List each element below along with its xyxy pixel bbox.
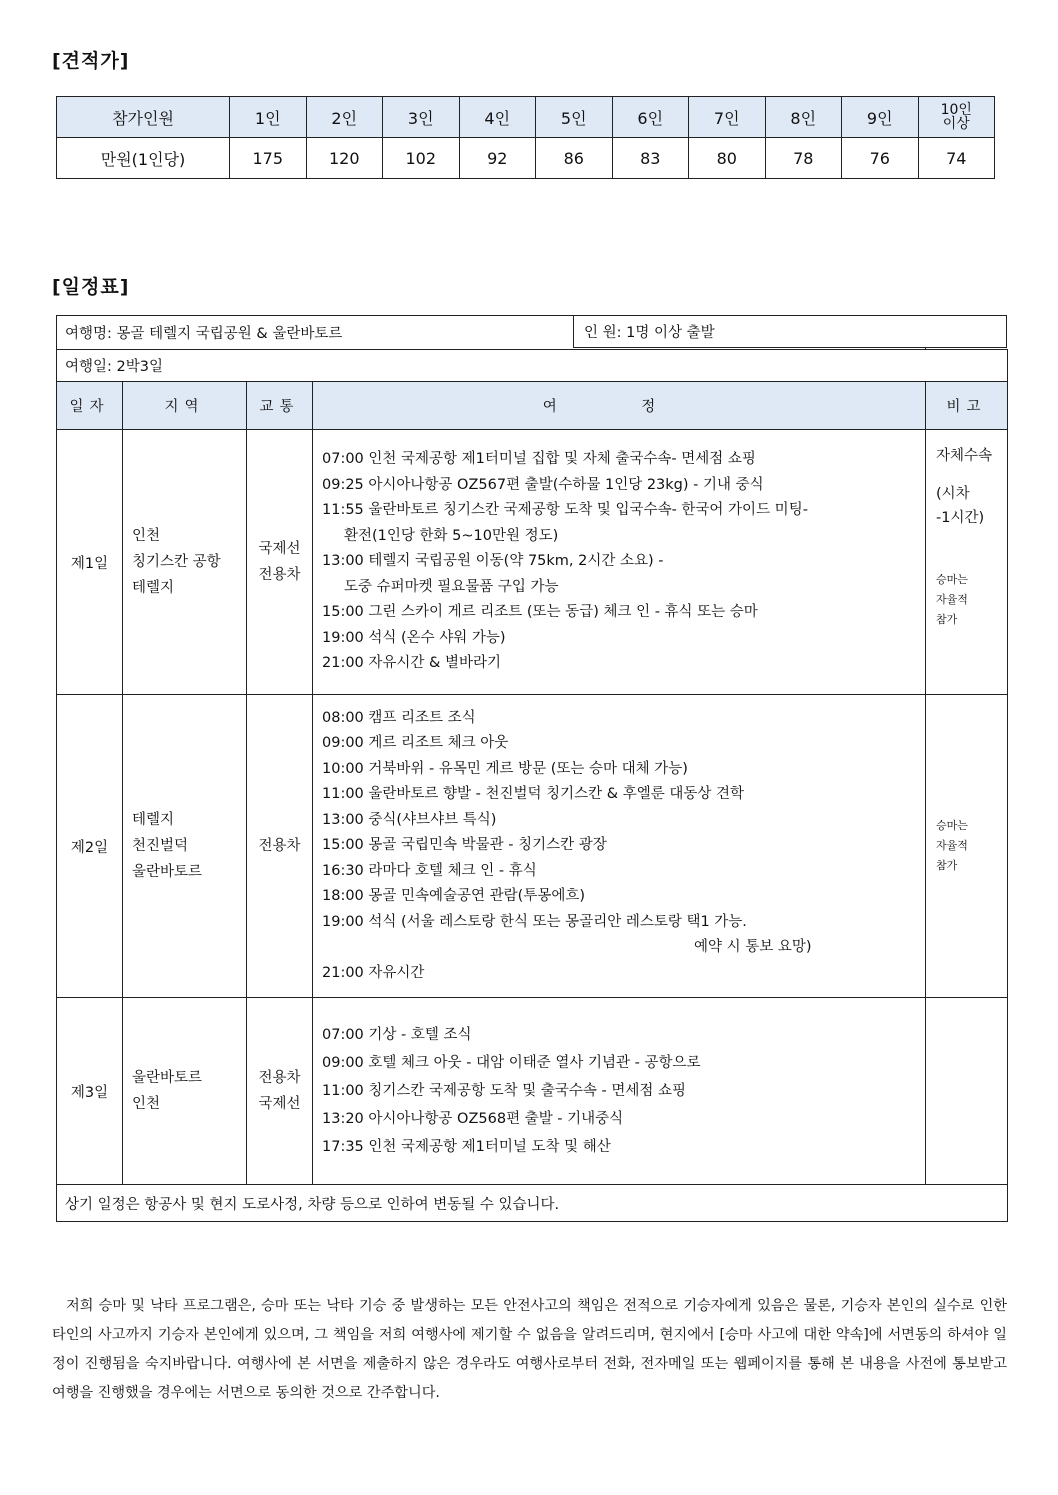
price-header-cell: 7인	[689, 97, 766, 138]
trip-name: 여행명: 몽골 테렐지 국립공원 & 울란바토르	[57, 316, 926, 350]
area-line: 천진벌덕	[132, 838, 189, 854]
schedule-day-row	[57, 430, 1008, 695]
area-line: 인천	[132, 1096, 161, 1112]
itinerary-line: 도중 슈퍼마켓 필요물품 구입 가능	[344, 578, 559, 595]
price-header-row	[57, 97, 995, 138]
day-label: 제2일	[57, 695, 123, 998]
transport-line: 전용차	[258, 838, 301, 854]
remarks-small-text: 참가	[936, 613, 958, 626]
itinerary-cell	[313, 998, 926, 1185]
price-table	[56, 96, 995, 179]
transport-line: 국제선	[258, 541, 301, 557]
header-itinerary: 여 정	[313, 382, 926, 430]
price-value-cell: 83	[612, 138, 689, 179]
price-value-cell: 102	[383, 138, 460, 179]
itinerary-line: 09:00 게르 리조트 체크 아웃	[322, 735, 509, 752]
remarks-small-text: 자율적	[936, 839, 968, 852]
itinerary-line: 21:00 자유시간	[322, 964, 425, 981]
price-value-cell: 86	[536, 138, 613, 179]
itinerary-line: 11:00 칭기스칸 국제공항 도착 및 출국수속 - 면세점 쇼핑	[322, 1083, 687, 1099]
remarks-small-text: 참가	[936, 859, 958, 872]
price-header-cell-10plus	[918, 97, 995, 138]
itinerary-line: 13:00 테렐지 국립공원 이동(약 75km, 2시간 소요) -	[322, 553, 664, 570]
price-value-cell: 120	[306, 138, 383, 179]
area-line: 울란바토르	[132, 864, 203, 880]
transport-cell	[247, 695, 313, 998]
area-line: 인천	[132, 528, 161, 544]
transport-cell	[247, 430, 313, 695]
price-value-cell: 92	[459, 138, 536, 179]
price-value-row	[57, 138, 995, 179]
header-transport: 교통	[247, 382, 313, 430]
transport-line: 전용차	[258, 567, 301, 583]
area-line: 테렐지	[132, 580, 175, 596]
trip-people-cell	[573, 315, 1007, 348]
day-label: 제3일	[57, 998, 123, 1185]
price-header-cell: 1인	[230, 97, 307, 138]
schedule-note: 상기 일정은 항공사 및 현지 도로사정, 차량 등으로 인하여 변동될 수 있습니다.	[57, 1185, 1008, 1222]
riding-disclaimer	[52, 1292, 1007, 1408]
transport-cell	[247, 998, 313, 1185]
schedule-table	[56, 315, 1008, 1222]
disclaimer-text: 저희 승마 및 낙타 프로그램은, 승마 또는 낙타 기승 중 발생하는 모든 안전사고의 책임은 전적으로 기승자에게 있음은 물론, 기승자 본인의 실수로 인한 타인의 사고까지 기승자 본인에게 있으며, 그 책임을 저희 여행사에 제기할 수 없음을 알려드리며, 현지에서 [승마 사고에 대한 약속]에 서면동의 하셔야 일정이 진행됨을 숙지바랍니다. 여행사에 본 서면을 제출하지 않은 경우라도 여행사로부터 전화, 전자메일 또는 웹페이지를 통해 본 내용을 사전에 통보받고 여행을 진행했을 경우에는 서면으로 동의한 것으로 간주합니다.	[52, 1298, 1007, 1401]
itinerary-line: 13:20 아시아나항공 OZ568편 출발 - 기내중식	[322, 1111, 624, 1127]
itinerary-line: 08:00 캠프 리조트 조식	[322, 709, 476, 726]
header-area: 지역	[123, 382, 247, 430]
itinerary-cell	[313, 695, 926, 998]
itinerary-line: 07:00 기상 - 호텔 조식	[322, 1027, 472, 1043]
price-header-cell: 참가인원	[57, 97, 230, 138]
day-label: 제1일	[57, 430, 123, 695]
itinerary-line: 18:00 몽골 민속예술공연 관람(투몽에흐)	[322, 888, 586, 905]
itinerary-line: 21:00 자유시간 & 별바라기	[322, 655, 501, 672]
itinerary-line: 11:55 울란바토르 칭기스칸 국제공항 도착 및 입국수속- 한국어 가이드 미팅-	[322, 502, 808, 519]
quote-section-title: [견적가]	[52, 50, 130, 72]
schedule-section-title: [일정표]	[52, 276, 130, 298]
area-line: 울란바토르	[132, 1070, 203, 1086]
itinerary-line: 16:30 라마다 호텔 체크 인 - 휴식	[322, 862, 537, 879]
itinerary-line: 10:00 거북바위 - 유목민 게르 방문 (또는 승마 대체 가능)	[322, 760, 688, 777]
itinerary-cell	[313, 430, 926, 695]
schedule-header-row	[57, 382, 1008, 430]
schedule-note-row	[57, 1185, 1008, 1222]
itinerary-line: 09:00 호텔 체크 아웃 - 대암 이태준 열사 기념관 - 공항으로	[322, 1055, 701, 1071]
price-value-cell: 175	[230, 138, 307, 179]
price-value-cell: 76	[842, 138, 919, 179]
area-cell	[123, 695, 247, 998]
price-value-cell: 74	[918, 138, 995, 179]
price-header-cell: 2인	[306, 97, 383, 138]
price-unit-label: 만원(1인당)	[57, 138, 230, 179]
area-cell	[123, 998, 247, 1185]
itinerary-line: 환전(1인당 한화 5~10만원 정도)	[344, 527, 559, 544]
trip-days-row	[57, 350, 1008, 382]
itinerary-line: 13:00 중식(샤브샤브 특식)	[322, 811, 497, 828]
remarks-cell	[926, 695, 1008, 998]
itinerary-line: 15:00 몽골 국립민속 박물관 - 칭기스칸 광장	[322, 837, 607, 854]
remarks-text: -1시간)	[936, 510, 985, 526]
price-header-cell: 5인	[536, 97, 613, 138]
itinerary-line: 15:00 그린 스카이 게르 리조트 (또는 동급) 체크 인 - 휴식 또는 승마	[322, 604, 758, 621]
itinerary-line: 19:00 석식 (서울 레스토랑 한식 또는 몽골리안 레스토랑 택1 가능.	[322, 913, 747, 930]
schedule-day-row	[57, 998, 1008, 1185]
price-header-cell: 9인	[842, 97, 919, 138]
price-value-cell: 78	[765, 138, 842, 179]
trip-people: 인 원: 1명 이상 출발	[584, 325, 715, 341]
itinerary-line: 11:00 울란바토르 향발 - 천진벌덕 칭기스칸 & 후엘룬 대동상 견학	[322, 786, 744, 803]
price-header-cell: 3인	[383, 97, 460, 138]
header-day: 일자	[57, 382, 123, 430]
price-header-line: 이상	[942, 116, 970, 132]
price-header-cell: 4인	[459, 97, 536, 138]
price-header-cell: 6인	[612, 97, 689, 138]
area-cell	[123, 430, 247, 695]
itinerary-line: 19:00 석식 (온수 샤워 가능)	[322, 629, 506, 646]
remarks-text: 자체수속	[936, 448, 993, 464]
remarks-text: (시차	[936, 486, 970, 502]
price-value-cell: 80	[689, 138, 766, 179]
area-line: 테렐지	[132, 812, 175, 828]
transport-line: 전용차	[258, 1070, 301, 1086]
remarks-cell	[926, 430, 1008, 695]
price-header-line: 10인	[940, 102, 972, 118]
itinerary-line: 07:00 인천 국제공항 제1터미널 집합 및 자체 출국수속- 면세점 쇼핑	[322, 451, 756, 468]
price-header-cell: 8인	[765, 97, 842, 138]
area-line: 칭기스칸 공항	[132, 554, 221, 570]
itinerary-line: 17:35 인천 국제공항 제1터미널 도착 및 해산	[322, 1139, 611, 1155]
itinerary-line: 예약 시 통보 요망)	[694, 939, 812, 956]
schedule-day-row	[57, 695, 1008, 998]
transport-line: 국제선	[258, 1096, 301, 1112]
trip-days: 여행일: 2박3일	[57, 350, 1008, 382]
remarks-small-text: 승마는	[936, 819, 968, 832]
header-remarks: 비고	[926, 382, 1008, 430]
remarks-small-text: 자율적	[936, 593, 968, 606]
itinerary-line: 09:25 아시아나항공 OZ567편 출발(수하물 1인당 23kg) - 기내 중식	[322, 476, 764, 493]
remarks-small-text: 승마는	[936, 573, 968, 586]
remarks-cell	[926, 998, 1008, 1185]
